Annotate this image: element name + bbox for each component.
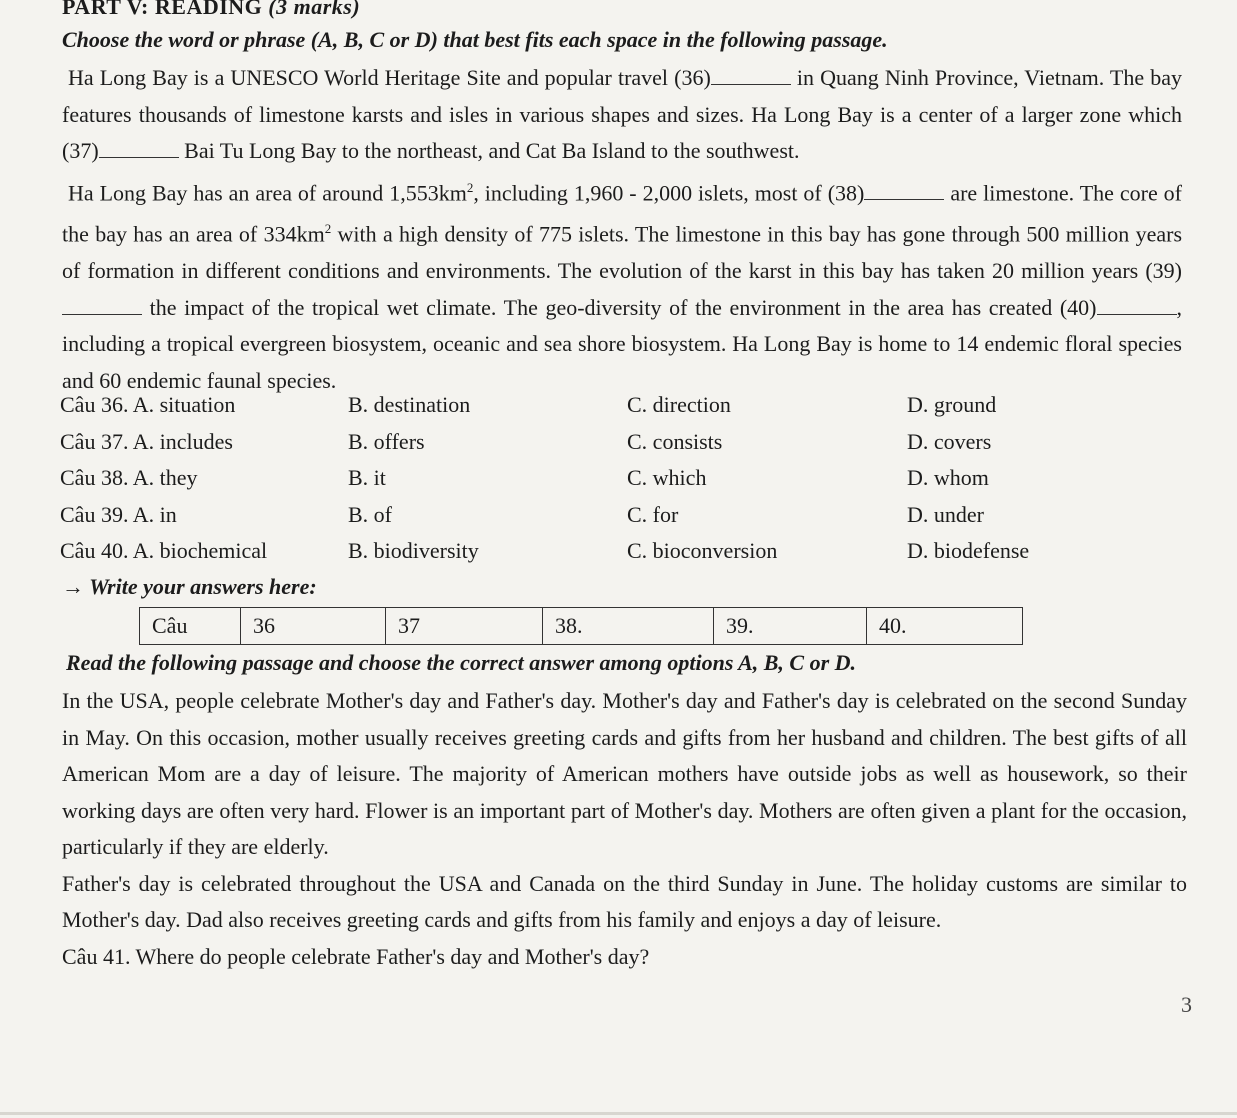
blank-38[interactable] [864,181,944,200]
answer-table [139,607,1023,645]
option-d[interactable]: D. biodefense [907,538,1030,563]
option-row [60,388,1160,425]
passage-1 [62,60,1182,399]
passage-2 [62,683,1187,975]
option-b[interactable]: B. destination [348,392,471,417]
option-b[interactable]: B. of [348,501,392,527]
passage-2-paragraph-2: Father's day is celebrated throughout the USA and Canada on the third Sunday in June. The holiday customs are similar to Mother's day. Dad also receives greeting cards and gifts from his family and enjoys a day of leisure. [62,870,1187,932]
answer-cell-37[interactable]: 37 [386,608,543,645]
blank-40[interactable] [1097,296,1177,315]
option-c[interactable]: C. which [627,465,707,490]
answer-cell-header: Câu [140,608,241,645]
option-a[interactable]: Câu 39. A. in [60,501,177,527]
option-row [60,498,1160,535]
passage-1-paragraph-2: Ha Long Bay has an area of around $1,553km^2$, including 1,960 - 2,000 islets, most of (38) are limestone. The core of the bay has an area of $334km^2$ with a high density of 775 islets. The limestone in this bay has gone through 500 million years of formation in different conditions and environments. The evolution of the karst in this bay has taken 20 million years (39) the impact of the tropical wet climate. The geo-diversity of the environment in the area has created (40) , including a tropical evergreen biosystem, oceanic and sea shore biosystem. Ha Long Bay is home to 14 endemic floral species and 60 endemic faunal species. [62,179,1183,393]
part-marks: (3 marks) [268,0,361,19]
answer-cell-38[interactable]: 38. [543,608,714,645]
passage-2-paragraph-1: In the USA, people celebrate Mother's day and Father's day. Mother's day and Father's day is celebrated on the second Sunday in May. On this occasion, mother usually receives greeting cards and gifts from her husband and children. The best gifts of all American Mom are a day of leisure. The majority of American mothers have outside jobs as well as housework, so their working days are often very hard. Flower is an important part of Mother's day. Mothers are often given a plant for the occasion, particularly if they are elderly. [62,688,1187,859]
option-d[interactable]: D. covers [907,428,992,454]
part-title [62,0,360,20]
options-list [60,388,1160,571]
option-row [60,461,1160,498]
option-c[interactable]: C. consists [627,428,723,454]
answer-cell-39[interactable]: 39. [714,608,867,645]
answer-cell-40[interactable]: 40. [867,608,1023,645]
instruction-2: Read the following passage and choose the correct answer among options A, B, C or D. [66,650,857,675]
write-answers-label: → Write your answers here: [62,574,317,599]
option-c[interactable]: C. direction [627,392,731,417]
page-number: 3 [1181,992,1192,1017]
option-row [60,534,1160,571]
option-a[interactable]: Câu 38. A. they [60,465,198,490]
option-row [60,425,1160,462]
option-d[interactable]: D. ground [907,392,997,417]
answer-cell-36[interactable]: 36 [241,608,386,645]
blank-39[interactable] [62,296,142,315]
passage-1-paragraph-1: Ha Long Bay is a UNESCO World Heritage Site and popular travel (36) in Quang Ninh Province, Vietnam. The bay features thousands of limestone karsts and isles in various shapes and sizes. Ha Long Bay is a center of a larger zone which (37) Bai Tu Long Bay to the northeast, and Cat Ba Island to the southwest. [62,65,1182,163]
blank-37[interactable] [99,139,179,158]
option-c[interactable]: C. for [627,501,679,527]
option-b[interactable]: B. biodiversity [348,538,479,563]
blank-36[interactable] [711,66,791,85]
option-a[interactable]: Câu 37. A. includes [60,428,233,454]
part-title-text: PART V: READING [62,0,263,19]
instruction-1: Choose the word or phrase (A, B, C or D) that best fits each space in the following passage. [62,27,888,52]
option-a[interactable]: Câu 40. A. biochemical [60,538,268,563]
bottom-edge-divider [0,1112,1237,1115]
question-41: Câu 41. Where do people celebrate Father's day and Mother's day? [62,943,650,969]
option-a[interactable]: Câu 36. A. situation [60,392,236,417]
option-d[interactable]: D. whom [907,465,989,490]
option-d[interactable]: D. under [907,501,984,527]
option-b[interactable]: B. it [348,465,386,490]
option-b[interactable]: B. offers [348,428,425,454]
option-c[interactable]: C. bioconversion [627,538,778,563]
